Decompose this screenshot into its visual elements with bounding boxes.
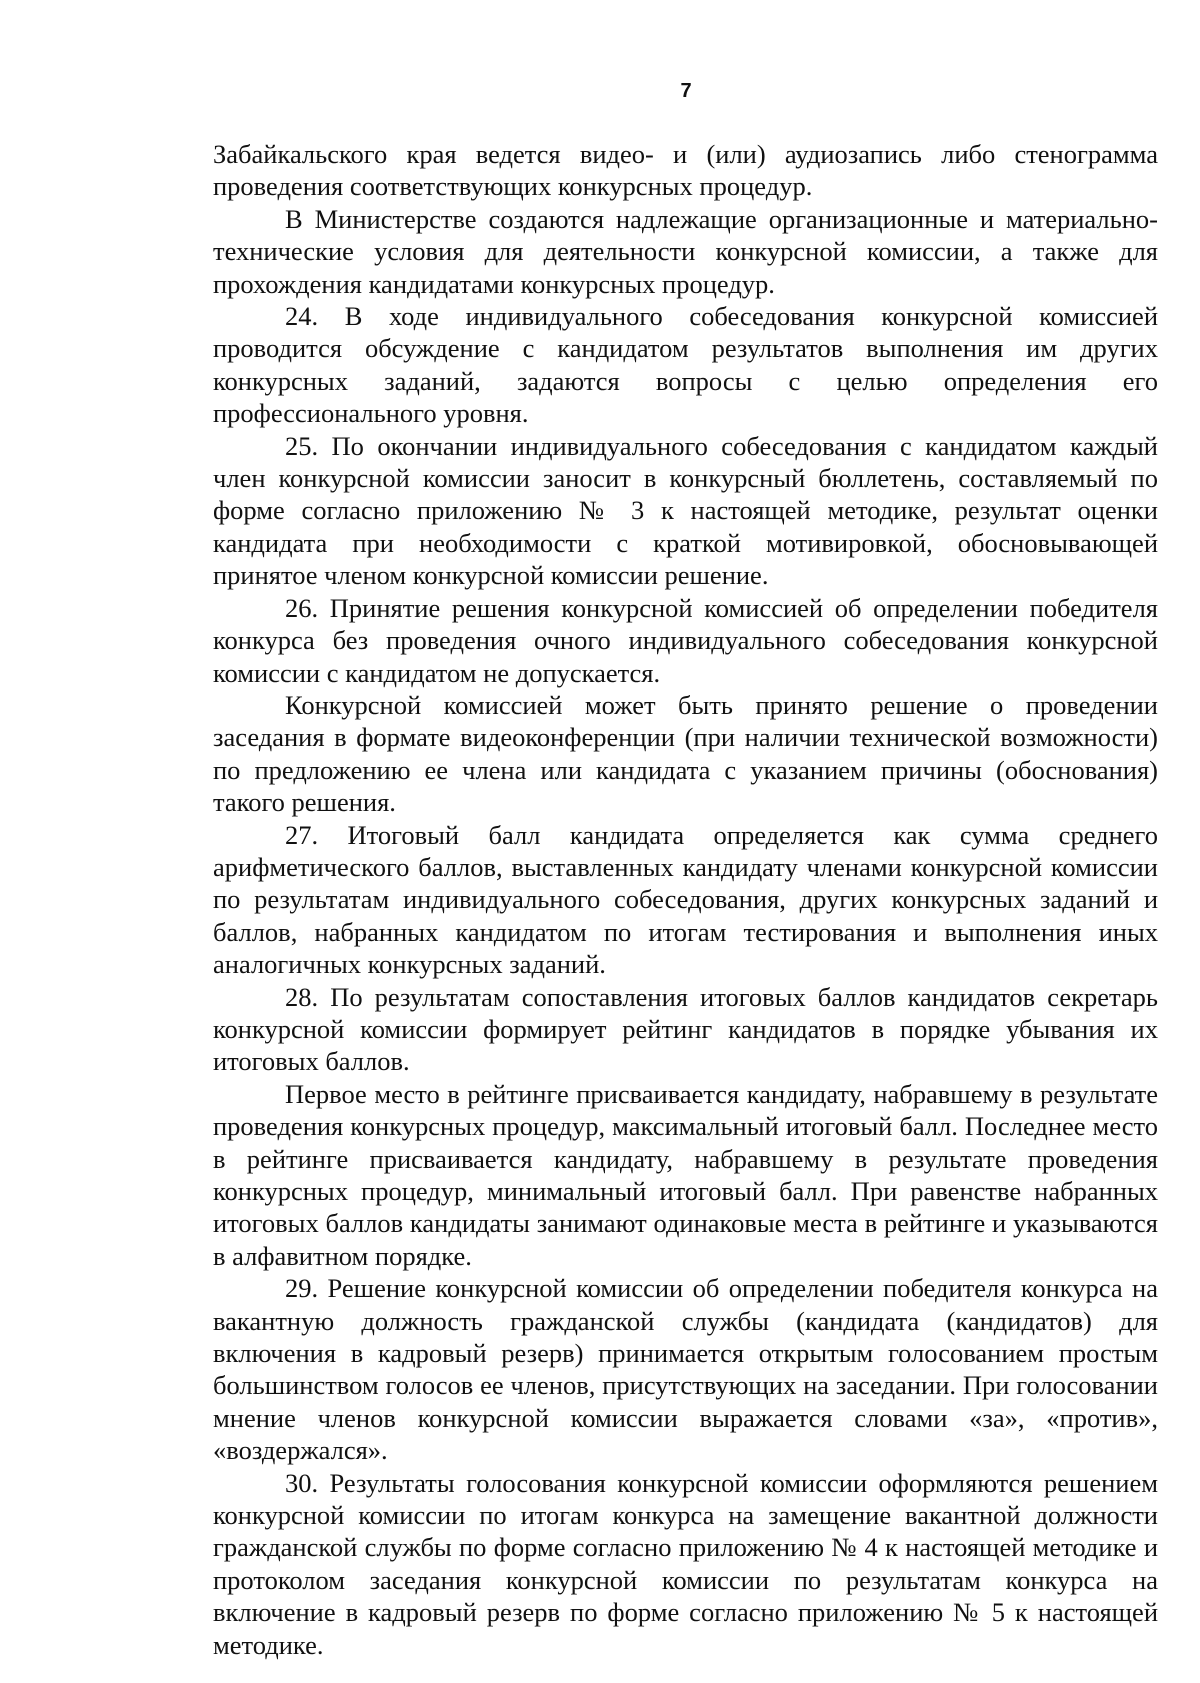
paragraph-29: 29. Решение конкурсной комиссии об определении победителя конкурса на вакантную должность гражданской службы (кандидата (кандидатов) для включения в кадровый резерв) принимается открытым голосованием простым большинством голосов ее членов, присутствующих на заседании. При голосовании мнение членов конкурсной комиссии выражается словами «за», «против», «воздержался». <box>213 1273 1158 1466</box>
paragraph-27: 27. Итоговый балл кандидата определяется как сумма среднего арифметического баллов, выставленных кандидату членами конкурсной комиссии по результатам индивидуального собеседования, других конкурсных заданий и баллов, набранных кандидатом по итогам тестирования и выполнения иных аналогичных конкурсных заданий. <box>213 819 1158 980</box>
paragraph-26: 26. Принятие решения конкурсной комиссией об определении победителя конкурса без проведения очного индивидуального собеседования конкурсной комиссии с кандидатом не допускается. <box>213 592 1158 688</box>
paragraph-continuation: Забайкальского края ведется видео- и (или) аудиозапись либо стенограмма проведения соответствующих конкурсных процедур. <box>213 139 1158 202</box>
paragraph-24: 24. В ходе индивидуального собеседования конкурсной комиссией проводится обсуждение с кандидатом результатов выполнения им других конкурсных заданий, задаются вопросы с целью определения его профессионального уровня. <box>213 301 1158 429</box>
paragraph-ministry-conditions: В Министерстве создаются надлежащие организационные и материально-технические условия для деятельности конкурсной комиссии, а также для прохождения кандидатами конкурсных процедур. <box>213 203 1158 299</box>
paragraph-rating: Первое место в рейтинге присваивается кандидату, набравшему в результате проведения конкурсных процедур, максимальный итоговый балл. Последнее место в рейтинге присваивается кандидату, набравшему в результате проведения конкурсных процедур, минимальный итоговый балл. При равенстве набранных итоговых баллов кандидаты занимают одинаковые места в рейтинге и указываются в алфавитном порядке. <box>213 1078 1158 1271</box>
paragraph-28: 28. По результатам сопоставления итоговых баллов кандидатов секретарь конкурсной комиссии формирует рейтинг кандидатов в порядке убывания их итоговых баллов. <box>213 981 1158 1077</box>
page-number: 7 <box>680 80 692 102</box>
paragraph-25: 25. По окончании индивидуального собеседования с кандидатом каждый член конкурсной комиссии заносит в конкурсный бюллетень, составляемый по форме согласно приложению № 3 к настоящей методике, результат оценки кандидата при необходимости с краткой мотивировкой, обосновывающей принятое членом конкурсной комиссии решение. <box>213 430 1158 591</box>
document-body <box>213 138 1158 1661</box>
paragraph-videoconference: Конкурсной комиссией может быть принято решение о проведении заседания в формате видеоконференции (при наличии технической возможности) по предложению ее члена или кандидата с указанием причины (обоснования) такого решения. <box>213 689 1158 818</box>
paragraph-30: 30. Результаты голосования конкурсной комиссии оформляются решением конкурсной комиссии по итогам конкурса на замещение вакантной должности гражданской службы по форме согласно приложению № 4 к настоящей методике и протоколом заседания конкурсной комиссии по результатам конкурса на включение в кадровый резерв по форме согласно приложению № 5 к настоящей методике. <box>213 1467 1158 1660</box>
